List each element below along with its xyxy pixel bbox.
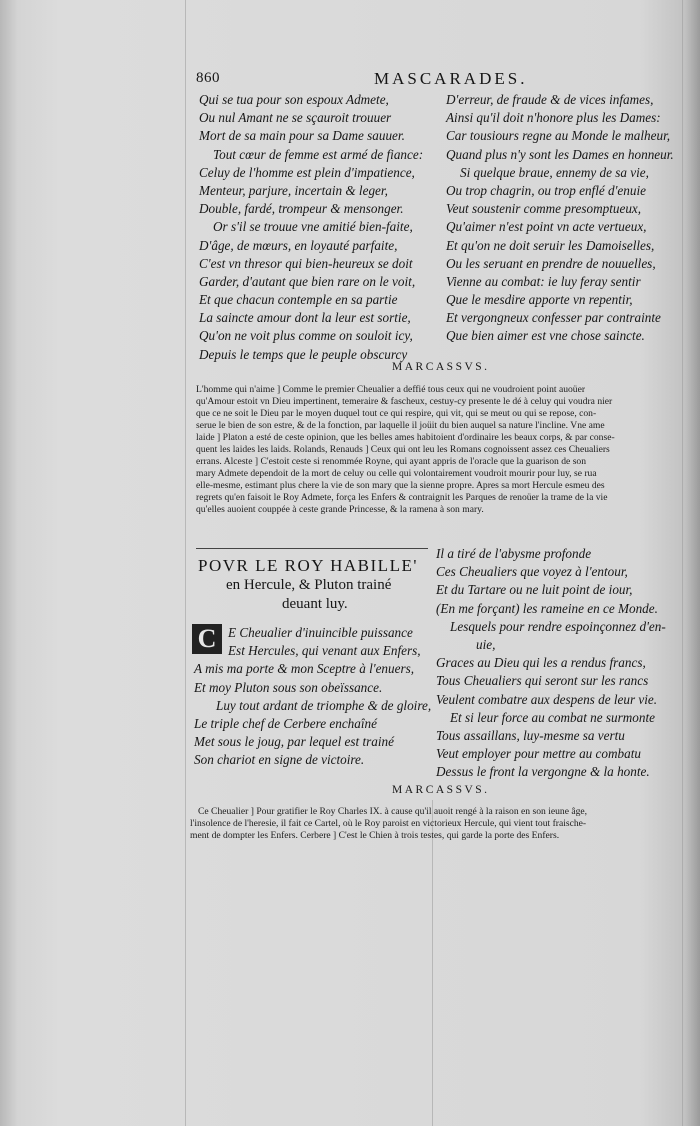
commentary-heading-2: MARCASSVS. <box>392 784 490 796</box>
verse-line: Que le mesdire apporte vn repentir, <box>446 292 633 308</box>
verse-line: Tous Cheualiers qui seront sur les rancs <box>436 673 649 689</box>
verse-line: D'âge, de mœurs, en loyauté parfaite, <box>199 237 398 253</box>
page-number: 860 <box>196 70 220 86</box>
verse-line: Tout cœur de femme est armé de fiance: <box>213 146 424 162</box>
verse-line: Et si leur force au combat ne surmonte <box>450 709 655 725</box>
commentary-line: quent les laides les laids. Rolands, Renauds ] Ceux qui ont leu les Romans cognoissent assez ces Cheualiers <box>196 444 610 455</box>
verse-line: Mort de sa main pour sa Dame sauuer. <box>199 128 405 144</box>
verse-line: Graces au Dieu qui les a rendus francs, <box>436 655 646 671</box>
verse-line: Menteur, parjure, incertain & leger, <box>199 182 388 198</box>
verse-line: Veut soustenir comme presomptueux, <box>446 201 642 217</box>
piece-title: POVR LE ROY HABILLE' <box>198 556 418 575</box>
verse-line: Le triple chef de Cerbere enchaîné <box>194 715 377 731</box>
commentary-heading: MARCASSVS. <box>392 361 490 373</box>
column-guide-right <box>682 0 683 1126</box>
commentary-line: Ce Cheualier ] Pour gratifier le Roy Charles IX. à cause qu'il auoit rengé à la raison en son ieune âge, <box>198 806 588 817</box>
verse-line: Lesquels pour rendre espoinçonnez d'en- <box>450 618 666 634</box>
verse-line: (En me forçant) les rameine en ce Monde. <box>436 600 658 616</box>
verse-line: Et du Tartare ou ne luit point de iour, <box>436 582 633 598</box>
verse-column-right <box>446 91 680 346</box>
verse-line: Est Hercules, qui venant aux Enfers, <box>228 643 421 659</box>
commentary-line: que ce ne soit le Dieu par le moyen duquel tout ce qui respire, qui vit, qui se meut ou qui se repose, con- <box>196 408 597 419</box>
verse-line: Et que chacun contemple en sa partie <box>199 292 398 308</box>
verse-line: D'erreur, de fraude & de vices infames, <box>446 92 654 107</box>
verse-line: Veut employer pour mettre au combatu <box>436 746 641 762</box>
verse-column-right-2 <box>436 545 680 781</box>
verse-line: Double, fardé, trompeur & mensonger. <box>199 201 404 217</box>
verse-line: E Cheualier d'inuincible puissance <box>228 625 413 640</box>
verse-line: Ainsi qu'il doit n'honore plus les Dames: <box>446 110 661 126</box>
section-rule <box>196 548 428 549</box>
verse-line: La saincte amour dont la leur est sortie, <box>199 310 411 326</box>
verse-line: Qu'aimer n'est point vn acte vertueux, <box>446 219 647 235</box>
verse-line: Qu'on ne voit plus comme on souloit icy, <box>199 328 413 344</box>
page-header <box>196 70 681 90</box>
verse-line: Celuy de l'homme est plein d'impatience, <box>199 164 415 180</box>
verse-line: A mis ma porte & mon Sceptre à l'enuers, <box>194 661 415 677</box>
verse-column-left <box>199 91 431 364</box>
piece-subtitle-2: deuant luy. <box>282 596 348 612</box>
commentary-line: qu'elles auoient couppée à ceste grande Princesse, & la ramena à son mary. <box>196 504 484 515</box>
commentary-line: regrets qu'en faisoit le Roy Admete, força les Enfers & contraignit les Parques de renoüer la trame de la vie <box>196 492 608 503</box>
column-guide-left <box>185 0 186 1126</box>
verse-line: Et qu'on ne doit seruir les Damoiselles, <box>446 237 655 253</box>
commentary-line: ment de dompter les Enfers. Cerbere ] C'est le Chien à trois testes, qui garde la porte des Enfers. <box>190 830 560 841</box>
verse-line: Ou les seruant en prendre de nouuelles, <box>446 255 656 271</box>
verse-line: Ou nul Amant ne se sçauroit trouuer <box>199 110 392 126</box>
verse-column-left-2 <box>194 624 430 770</box>
commentary-line: L'homme qui n'aime ] Comme le premier Cheualier a deffié tous ceux qui ne voudroient point auoüer <box>196 384 586 395</box>
verse-line: Depuis le temps que le peuple obscurcy <box>199 346 408 362</box>
verse-line: Et moy Pluton sous son obeïssance. <box>194 679 383 695</box>
commentary-block-2 <box>190 806 680 842</box>
commentary-line: elle-mesme, estimant plus chere la vie de son mary que la sienne propre. Apres sa mort Hercule esmeu des <box>196 480 605 491</box>
verse-line: Met sous le joug, par lequel est trainé <box>194 734 394 750</box>
verse-line: Si quelque braue, ennemy de sa vie, <box>460 164 649 180</box>
verse-line: Or s'il se trouue vne amitié bien-faite, <box>213 219 413 235</box>
verse-line: Tous assaillans, luy-mesme sa vertu <box>436 727 625 743</box>
verse-line: Son chariot en signe de victoire. <box>194 752 365 768</box>
commentary-line: mary Admete dependoit de la mort de celuy ou celle qui volontairement voudroit mourir pour luy, se rua <box>196 468 597 479</box>
commentary-line: laide ] Platon a esté de ceste opinion, que les belles ames habitoient d'ordinaire les beaux corps, & par conse- <box>196 432 615 443</box>
verse-line: Garder, d'autant que bien rare on le voit, <box>199 273 416 289</box>
verse-line: Il a tiré de l'abysme profonde <box>436 546 592 561</box>
verse-line: Et vergongneux confesser par contrainte <box>446 310 661 326</box>
drop-cap: C <box>192 624 222 654</box>
verse-line: uie, <box>476 636 496 652</box>
piece-subtitle: en Hercule, & Pluton trainé <box>226 577 392 593</box>
verse-line: Quand plus n'y sont les Dames en honneur. <box>446 146 674 162</box>
commentary-line: errans. Alceste ] C'estoit ceste si renommée Royne, qui ayant appris de l'oracle que la guarison de son <box>196 456 587 467</box>
verse-line: Veulent combatre aux despens de leur vie. <box>436 691 658 707</box>
verse-line: Que bien aimer est vne chose saincte. <box>446 328 645 344</box>
commentary-line: qu'Amour estoit vn Dieu impertinent, temeraire & fascheux, cestuy-cy presente le dé à celuy qui voudra nier <box>196 396 613 407</box>
verse-line: C'est vn thresor qui bien-heureux se doit <box>199 255 413 271</box>
commentary-block <box>196 384 678 516</box>
verse-line: Ou trop chagrin, ou trop enflé d'enuie <box>446 182 646 198</box>
verse-line: Vienne au combat: ie luy feray sentir <box>446 273 641 289</box>
verse-line: Qui se tua pour son espoux Admete, <box>199 92 389 107</box>
commentary-line: l'insolence de l'heresie, il fait ce Cartel, où le Roy paroist en victorieux Hercule, qui vient tout fraische- <box>190 818 587 829</box>
commentary-line: serue le bien de son estre, & de la fonction, par laquelle il joüit du bien auquel sa nature l'incline. Vne ame <box>196 420 605 431</box>
column-guide-mid <box>432 800 433 1126</box>
verse-line: Luy tout ardant de triomphe & de gloire, <box>216 697 432 713</box>
verse-line: Car tousiours regne au Monde le malheur, <box>446 128 671 144</box>
verse-line: Ces Cheualiers que voyez à l'entour, <box>436 564 628 580</box>
verse-line: Dessus le front la vergongne & la honte. <box>436 764 650 780</box>
running-head: MASCARADES. <box>374 69 528 88</box>
